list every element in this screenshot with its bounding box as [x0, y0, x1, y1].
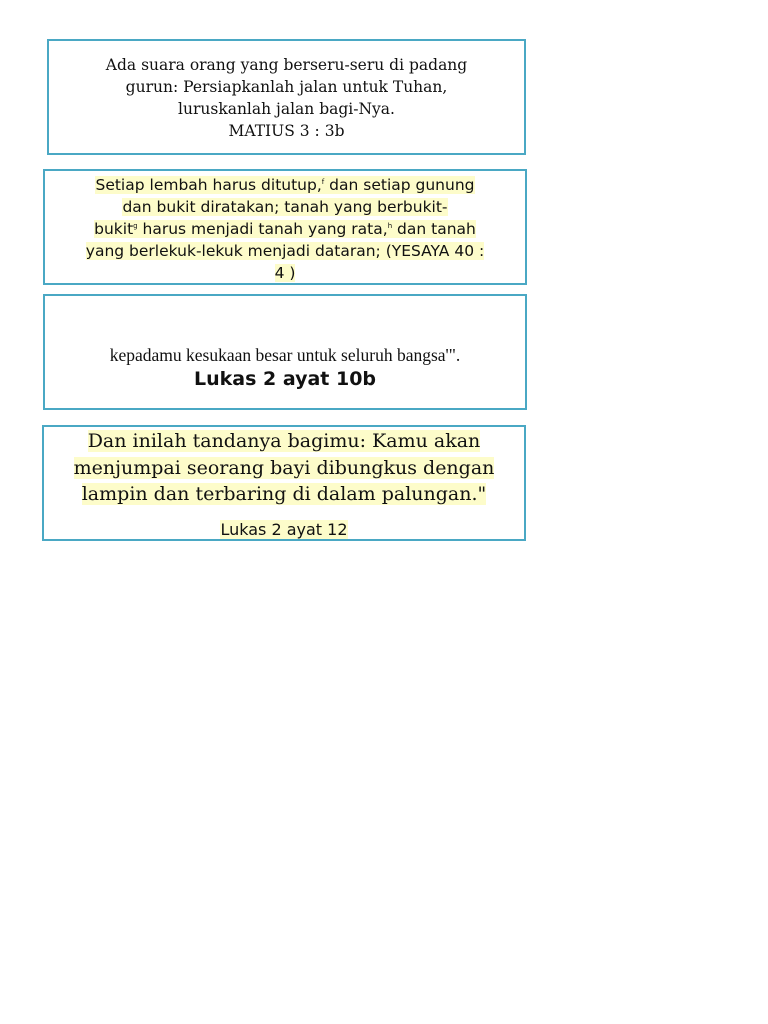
- highlighted-text: 4 ): [274, 264, 296, 282]
- verse-line: menjumpai seorang bayi dibungkus dengan: [73, 456, 495, 479]
- verse-line: gurun: Persiapkanlah jalan untuk Tuhan,: [125, 78, 448, 96]
- footnote-marker: h: [387, 221, 393, 230]
- verse-line: [51, 262, 519, 284]
- highlighted-text: yang berlekuk-lekuk menjadi dataran; (YESAYA 40 :: [85, 242, 485, 260]
- verse-line: [51, 218, 519, 240]
- verse-line: luruskanlah jalan bagi-Nya.: [178, 100, 395, 118]
- footnote-marker: f: [321, 177, 325, 186]
- verse-text: kepadamu kesukaan besar untuk seluruh bangsa'".: [109, 345, 461, 365]
- verse-text: [59, 54, 514, 142]
- verse-line: [51, 196, 519, 218]
- highlighted-text: bukit$^g$ harus menjadi tanah yang rata,$^h$ dan tanah: [94, 220, 476, 238]
- verse-text: [51, 174, 519, 284]
- verse-card-lukas-2-12: [42, 425, 526, 541]
- verse-card-matius: [47, 39, 526, 155]
- verse-line: Dan inilah tandanya bagimu: Kamu akan: [87, 430, 481, 452]
- verse-line: Ada suara orang yang berseru-seru di padang: [105, 56, 468, 74]
- verse-line: [51, 174, 519, 196]
- verse-line: [51, 240, 519, 262]
- verse-reference: Lukas 2 ayat 12: [220, 520, 348, 539]
- verse-reference: Lukas 2 ayat 10b: [193, 368, 377, 390]
- verse-text: [50, 428, 518, 508]
- highlighted-text: Setiap lembah harus ditutup,$^f$ dan setiap gunung: [95, 176, 475, 194]
- verse-line: lampin dan terbaring di dalam palungan.": [81, 483, 487, 505]
- verse-card-yesaya: [43, 169, 527, 285]
- verse-card-lukas-2-10b: [43, 294, 527, 410]
- verse-reference: MATIUS 3 : 3b: [228, 122, 345, 140]
- footnote-marker: g: [133, 221, 138, 230]
- highlighted-text: dan bukit diratakan; tanah yang berbukit-: [122, 198, 448, 216]
